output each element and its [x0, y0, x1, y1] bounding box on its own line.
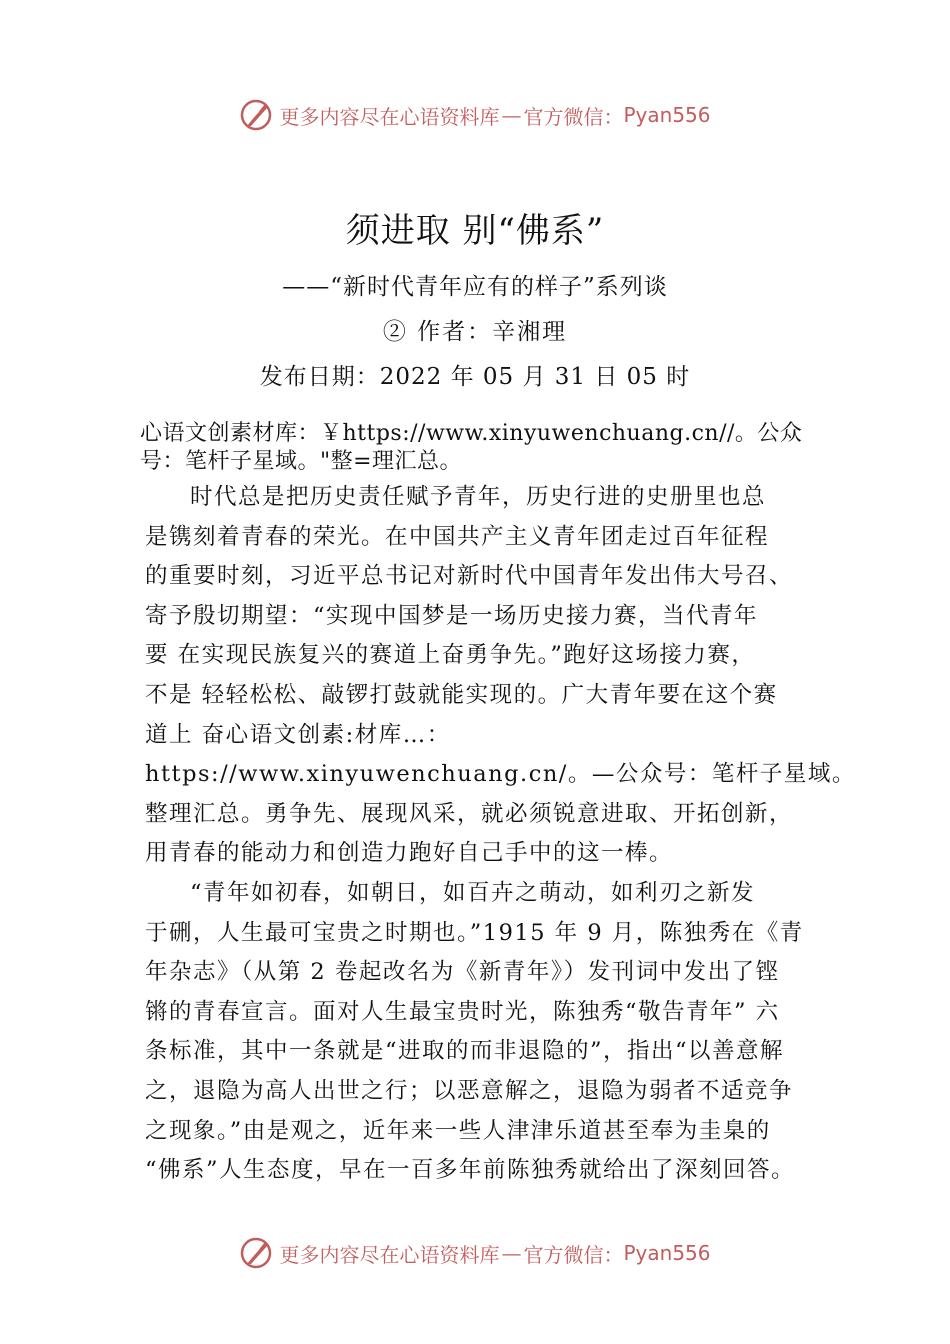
- paragraph-2: [145, 874, 830, 1191]
- paragraph-line: 年杂志》（从第 2 卷起改名为《新青年》）发刊词中发出了铿: [145, 959, 780, 986]
- paragraph-line: 用青春的能动力和创造力跑好自己手中的这一棒。: [145, 840, 674, 867]
- article-subtitle: ——“新时代青年应有的样子”系列谈: [282, 274, 668, 300]
- paragraph-line: 不是 轻轻松松、敲锣打鼓就能实现的。广大青年要在这个赛: [145, 681, 778, 708]
- header-watermark: [0, 95, 950, 135]
- watermark-separator: —: [501, 1241, 522, 1265]
- paragraph-line: 要 在实现民族复兴的赛道上奋勇争先。”跑好这场接力赛，: [145, 642, 756, 669]
- paragraph-line: 之，退隐为高人出世之行；以恶意解之，退隐为弱者不适竞争: [145, 1077, 794, 1104]
- paragraph-line: 道上 奋心语文创素:材库…：: [145, 721, 451, 748]
- paragraph-line: 寄予殷切期望：“实现中国梦是一场历史接力赛，当代青年: [145, 602, 759, 629]
- paragraph-line: 之现象。”由是观之，近年来一些人津津乐道甚至奉为圭臬的: [145, 1117, 771, 1144]
- paragraph-line: 的重要时刻，习近平总书记对新时代中国青年发出伟大号召、: [145, 563, 794, 590]
- paragraph-line: 是镌刻着青春的荣光。在中国共产主义青年团走过百年征程: [145, 523, 770, 550]
- paragraph-1: [145, 478, 856, 874]
- paragraph-line: 时代总是把历史责任赋予青年，历史行进的史册里也总: [190, 484, 767, 510]
- paragraph-line: 于硎，人生最可宝贵之时期也。”1915 年 9 月，陈独秀在《青: [145, 919, 804, 946]
- watermark-wechat-label: 官方微信：: [523, 1242, 624, 1267]
- paragraph-line: “青年如初春，如朝日，如百卉之萌动，如利刃之新发: [190, 879, 756, 906]
- footer-watermark: [0, 1233, 950, 1273]
- article-title: 须进取 别“佛系”: [345, 211, 605, 251]
- watermark-separator: —: [501, 103, 522, 127]
- paragraph-line: 锵的青春宣言。面对人生最宝贵时光，陈独秀“敬告青年” 六: [145, 998, 780, 1025]
- watermark-wechat-id: Pyan556: [623, 1241, 711, 1265]
- watermark-wechat-id: Pyan556: [623, 103, 711, 127]
- article-author: ② 作者：辛湘理: [382, 319, 568, 345]
- quill-logo-icon: [239, 98, 273, 132]
- paragraph-line: 整理汇总。勇争先、展现风采，就必须锐意进取、开拓创新，: [145, 800, 794, 827]
- paragraph-line: 条标准，其中一条就是“进取的而非退隐的”，指出“以善意解: [145, 1038, 785, 1065]
- watermark-text: 更多内容尽在心语资料库: [279, 104, 500, 129]
- article-body: [145, 478, 856, 1191]
- paragraph-line: https://www.xinyuwenchuang.cn/。—公众号：笔杆子星域。: [145, 761, 856, 788]
- paragraph-line: “佛系”人生态度，早在一百多年前陈独秀就给出了深刻回答。: [145, 1157, 796, 1184]
- watermark-text: 更多内容尽在心语资料库: [279, 1242, 500, 1267]
- article-date: 发布日期：2022 年 05 月 31 日 05 时: [259, 364, 691, 390]
- source-note: 心语文创素材库：￥https://www.xinyuwenchuang.cn//。公众号：笔杆子星域。"整=理汇总。: [140, 421, 803, 474]
- quill-logo-icon: [239, 1236, 273, 1270]
- watermark-wechat-label: 官方微信：: [523, 104, 624, 129]
